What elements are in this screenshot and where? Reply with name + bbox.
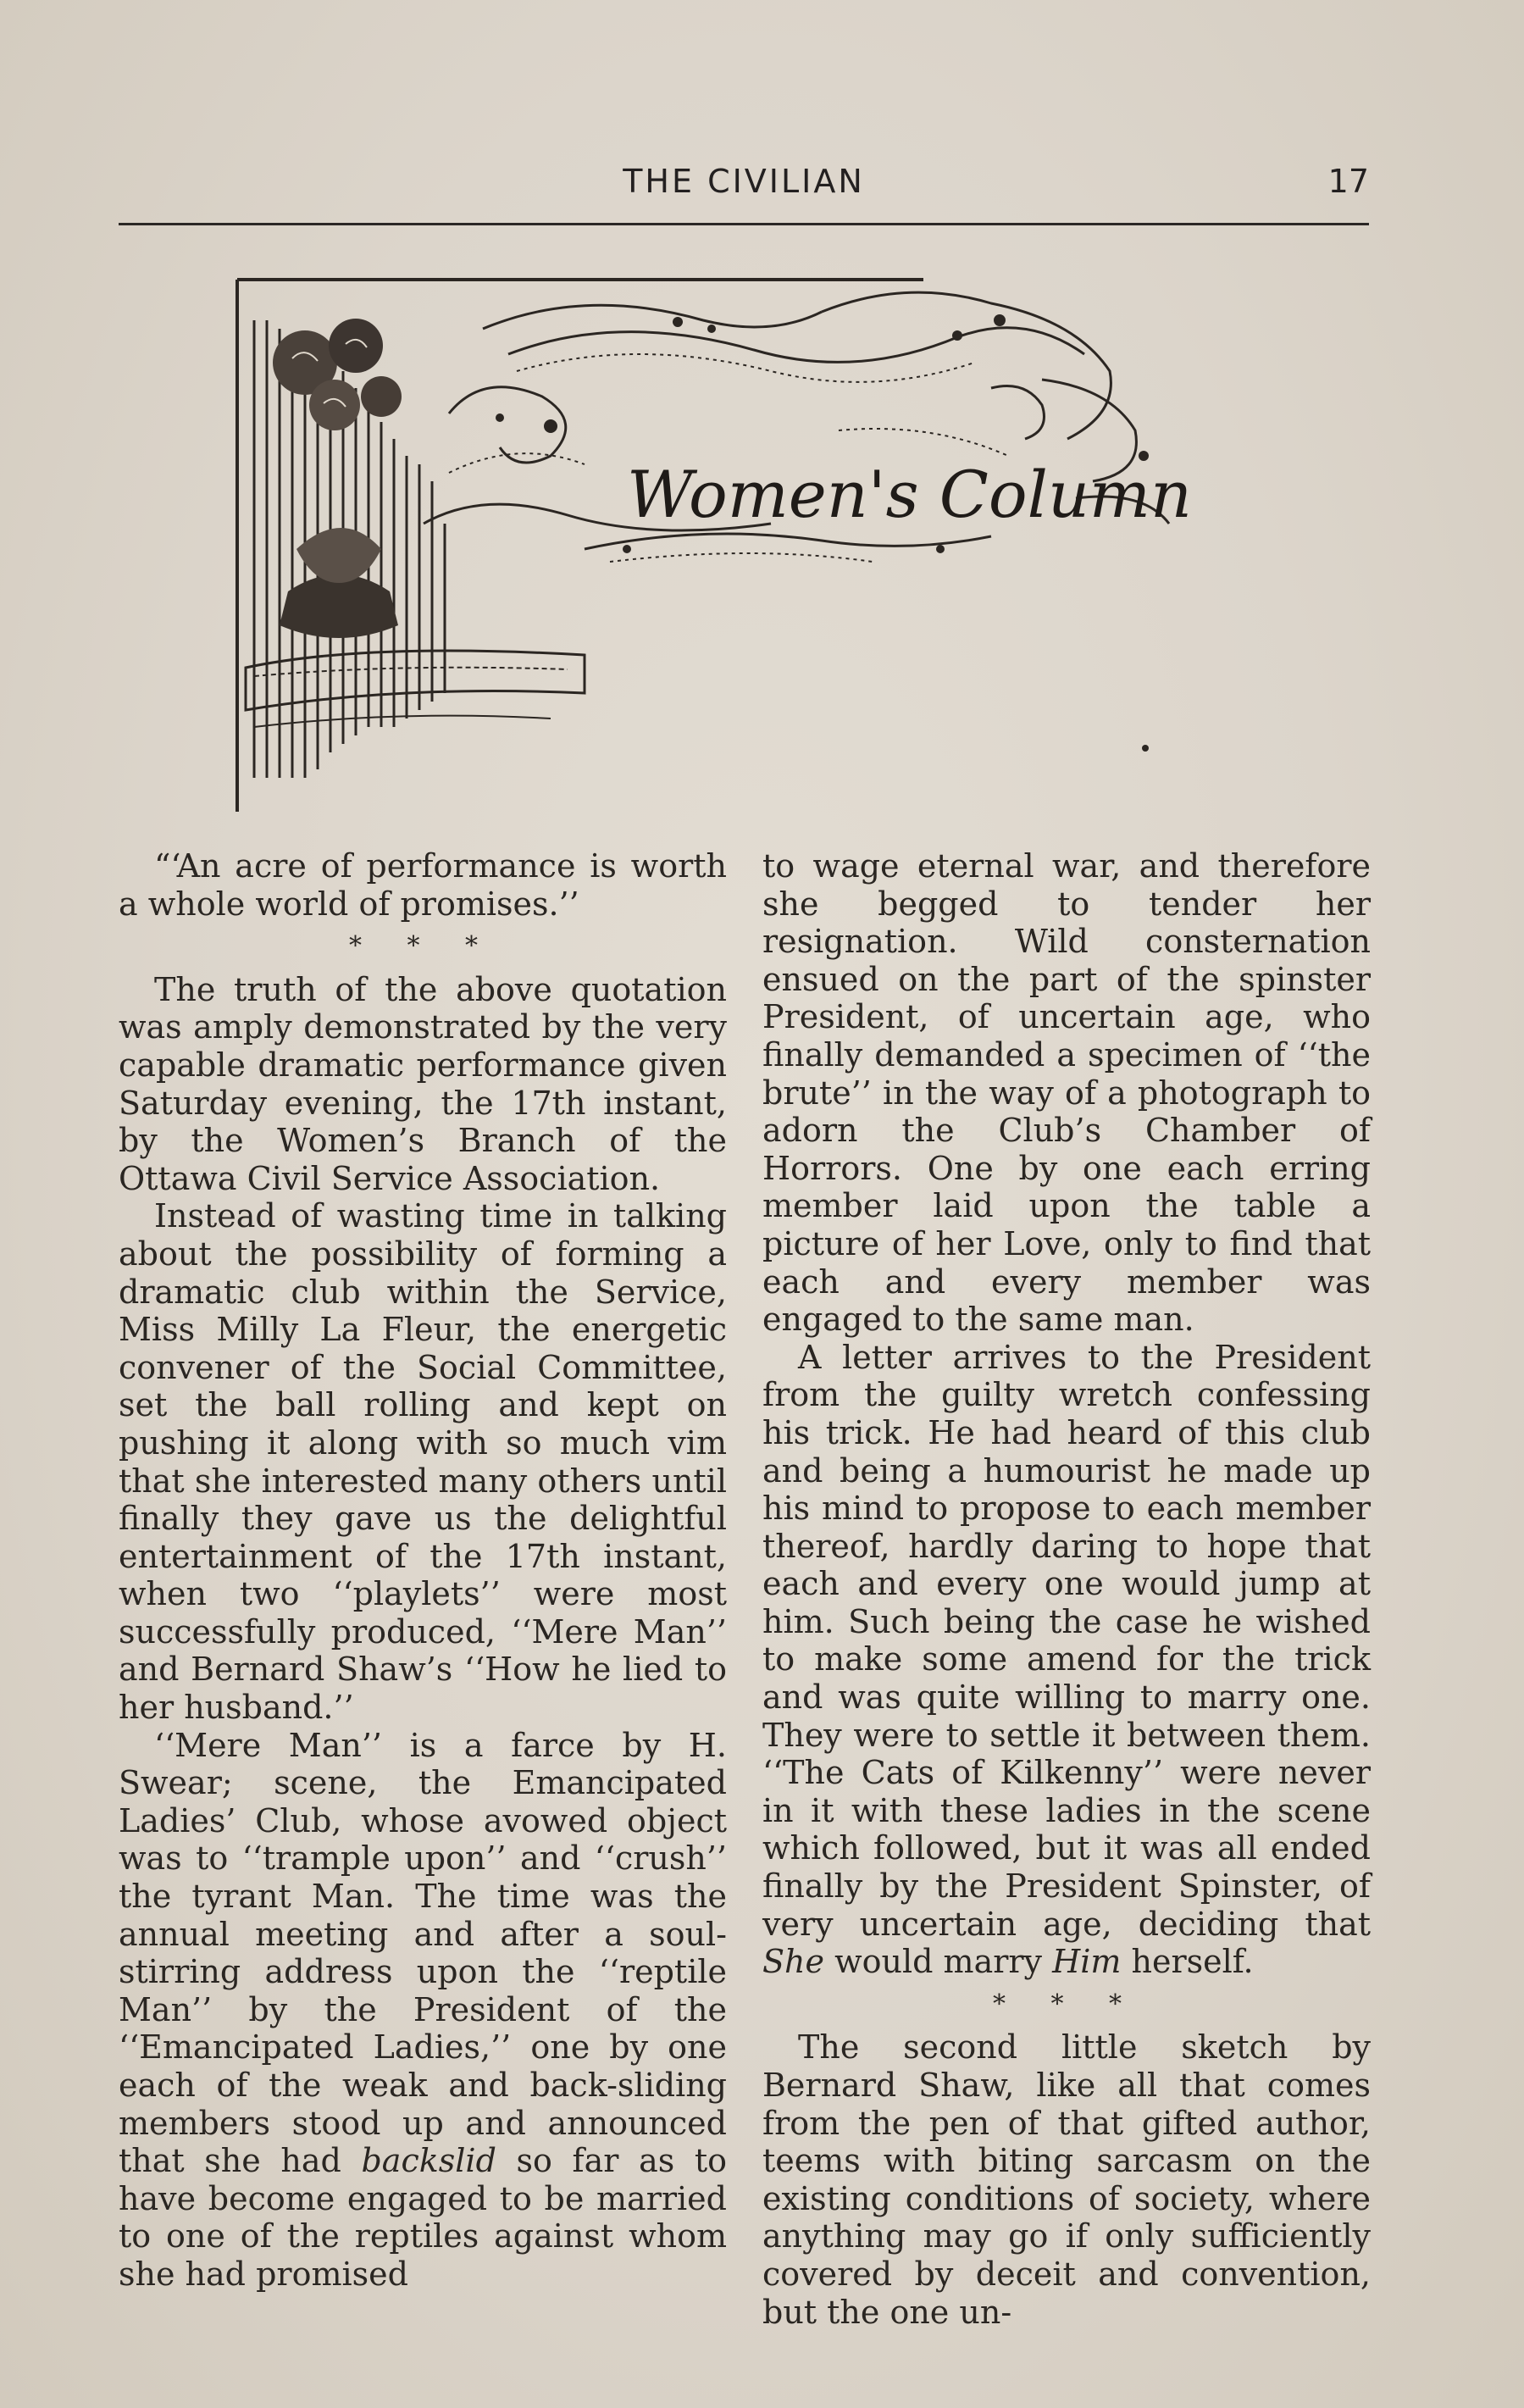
running-header bbox=[119, 163, 1369, 214]
italic-word: backslid bbox=[361, 2142, 496, 2180]
womens-column-headpiece bbox=[229, 269, 1271, 812]
paragraph-text: herself. bbox=[1131, 1943, 1254, 1981]
section-divider-stars: * * * bbox=[992, 1989, 1141, 2019]
paragraph-text: so far as to have become engaged to be married to one of the reptiles against whom she had promised bbox=[119, 2142, 727, 2293]
italic-word: She bbox=[762, 1943, 824, 1981]
paragraph bbox=[119, 1727, 727, 2294]
section-divider-stars: * * * bbox=[348, 931, 497, 962]
italic-word: Him bbox=[1052, 1943, 1122, 1981]
paragraph-text: ‘‘Mere Man’’ is a farce by H. Swear; scene, the Emancipated Ladies’ Club, whose avowed object was to ‘‘trample upon’’ and ‘‘crush’’ the tyrant Man. The time was the annual meeting and after a soul-stirring address upon the ‘‘reptile Man’’ by the President of the ‘‘Emancipated Ladies,’’ one by one each of the weak and back-sliding members stood up and announced that she had bbox=[119, 1726, 727, 2180]
paragraph: The truth of the above quotation was amply demonstrated by the very capable dramatic performance given Saturday evening, the 17th instant, by the Women’s Branch of the Ottawa Civil Service Association. bbox=[119, 970, 727, 1197]
paragraph: to wage eternal war, and therefore she begged to tender her resignation. Wild consternation ensued on the part of the spinster President, of uncertain age, who finally demanded a specimen of ‘‘the brute’’ in the way of a photograph to adorn the Club’s Chamber of Horrors. One by one each erring member laid upon the table a picture of her Love, only to find that each and every member was engaged to the same man. bbox=[762, 847, 1371, 1339]
paragraph-text: A letter arrives to the President from the guilty wretch confessing his trick. He had heard of this club and being a humourist he made up his mind to propose to each member thereof, hardly daring to hope that each and every one would jump at him. Such being the case he wished to make some amend for the trick and was quite willing to marry one. They were to settle it between them. ‘‘The Cats of Kilkenny’’ were never in it with these ladies in the scene which followed, but it was all ended finally by the President Spinster, of very uncertain age, deciding that bbox=[762, 1338, 1371, 1943]
headpiece-title: Women's Column bbox=[627, 457, 1192, 532]
ornamental-headpiece-illustration bbox=[229, 269, 1271, 812]
paragraph: Instead of wasting time in talking about the possibility of forming a dramatic club within the Service, Miss Milly La Fleur, the energetic convener of the Social Committee, set the ball rolling and kept on pushing it along with so much vim that she interested many others until finally they gave us the delightful entertainment of the 17th instant, when two ‘‘playlets’’ were most successfully produced, ‘‘Mere Man’’ and Bernard Shaw’s ‘‘How he lied to her husband.’’ bbox=[119, 1197, 727, 1727]
running-title: THE CIVILIAN bbox=[623, 163, 865, 200]
left-column bbox=[119, 847, 727, 2294]
paragraph bbox=[762, 1339, 1371, 1981]
page-number: 17 bbox=[1327, 163, 1369, 200]
paragraph: The second little sketch by Bernard Shaw, like all that comes from the pen of that gifted author, teems with biting sarcasm on the existing conditions of society, where anything may go if only sufficiently covered by deceit and convention, but the one un- bbox=[762, 2028, 1371, 2331]
right-column bbox=[762, 847, 1371, 2331]
epigraph: “‘An acre of performance is worth a whole world of promises.’’ bbox=[119, 847, 727, 923]
paragraph-text: would marry bbox=[834, 1943, 1043, 1981]
header-rule bbox=[119, 223, 1369, 225]
